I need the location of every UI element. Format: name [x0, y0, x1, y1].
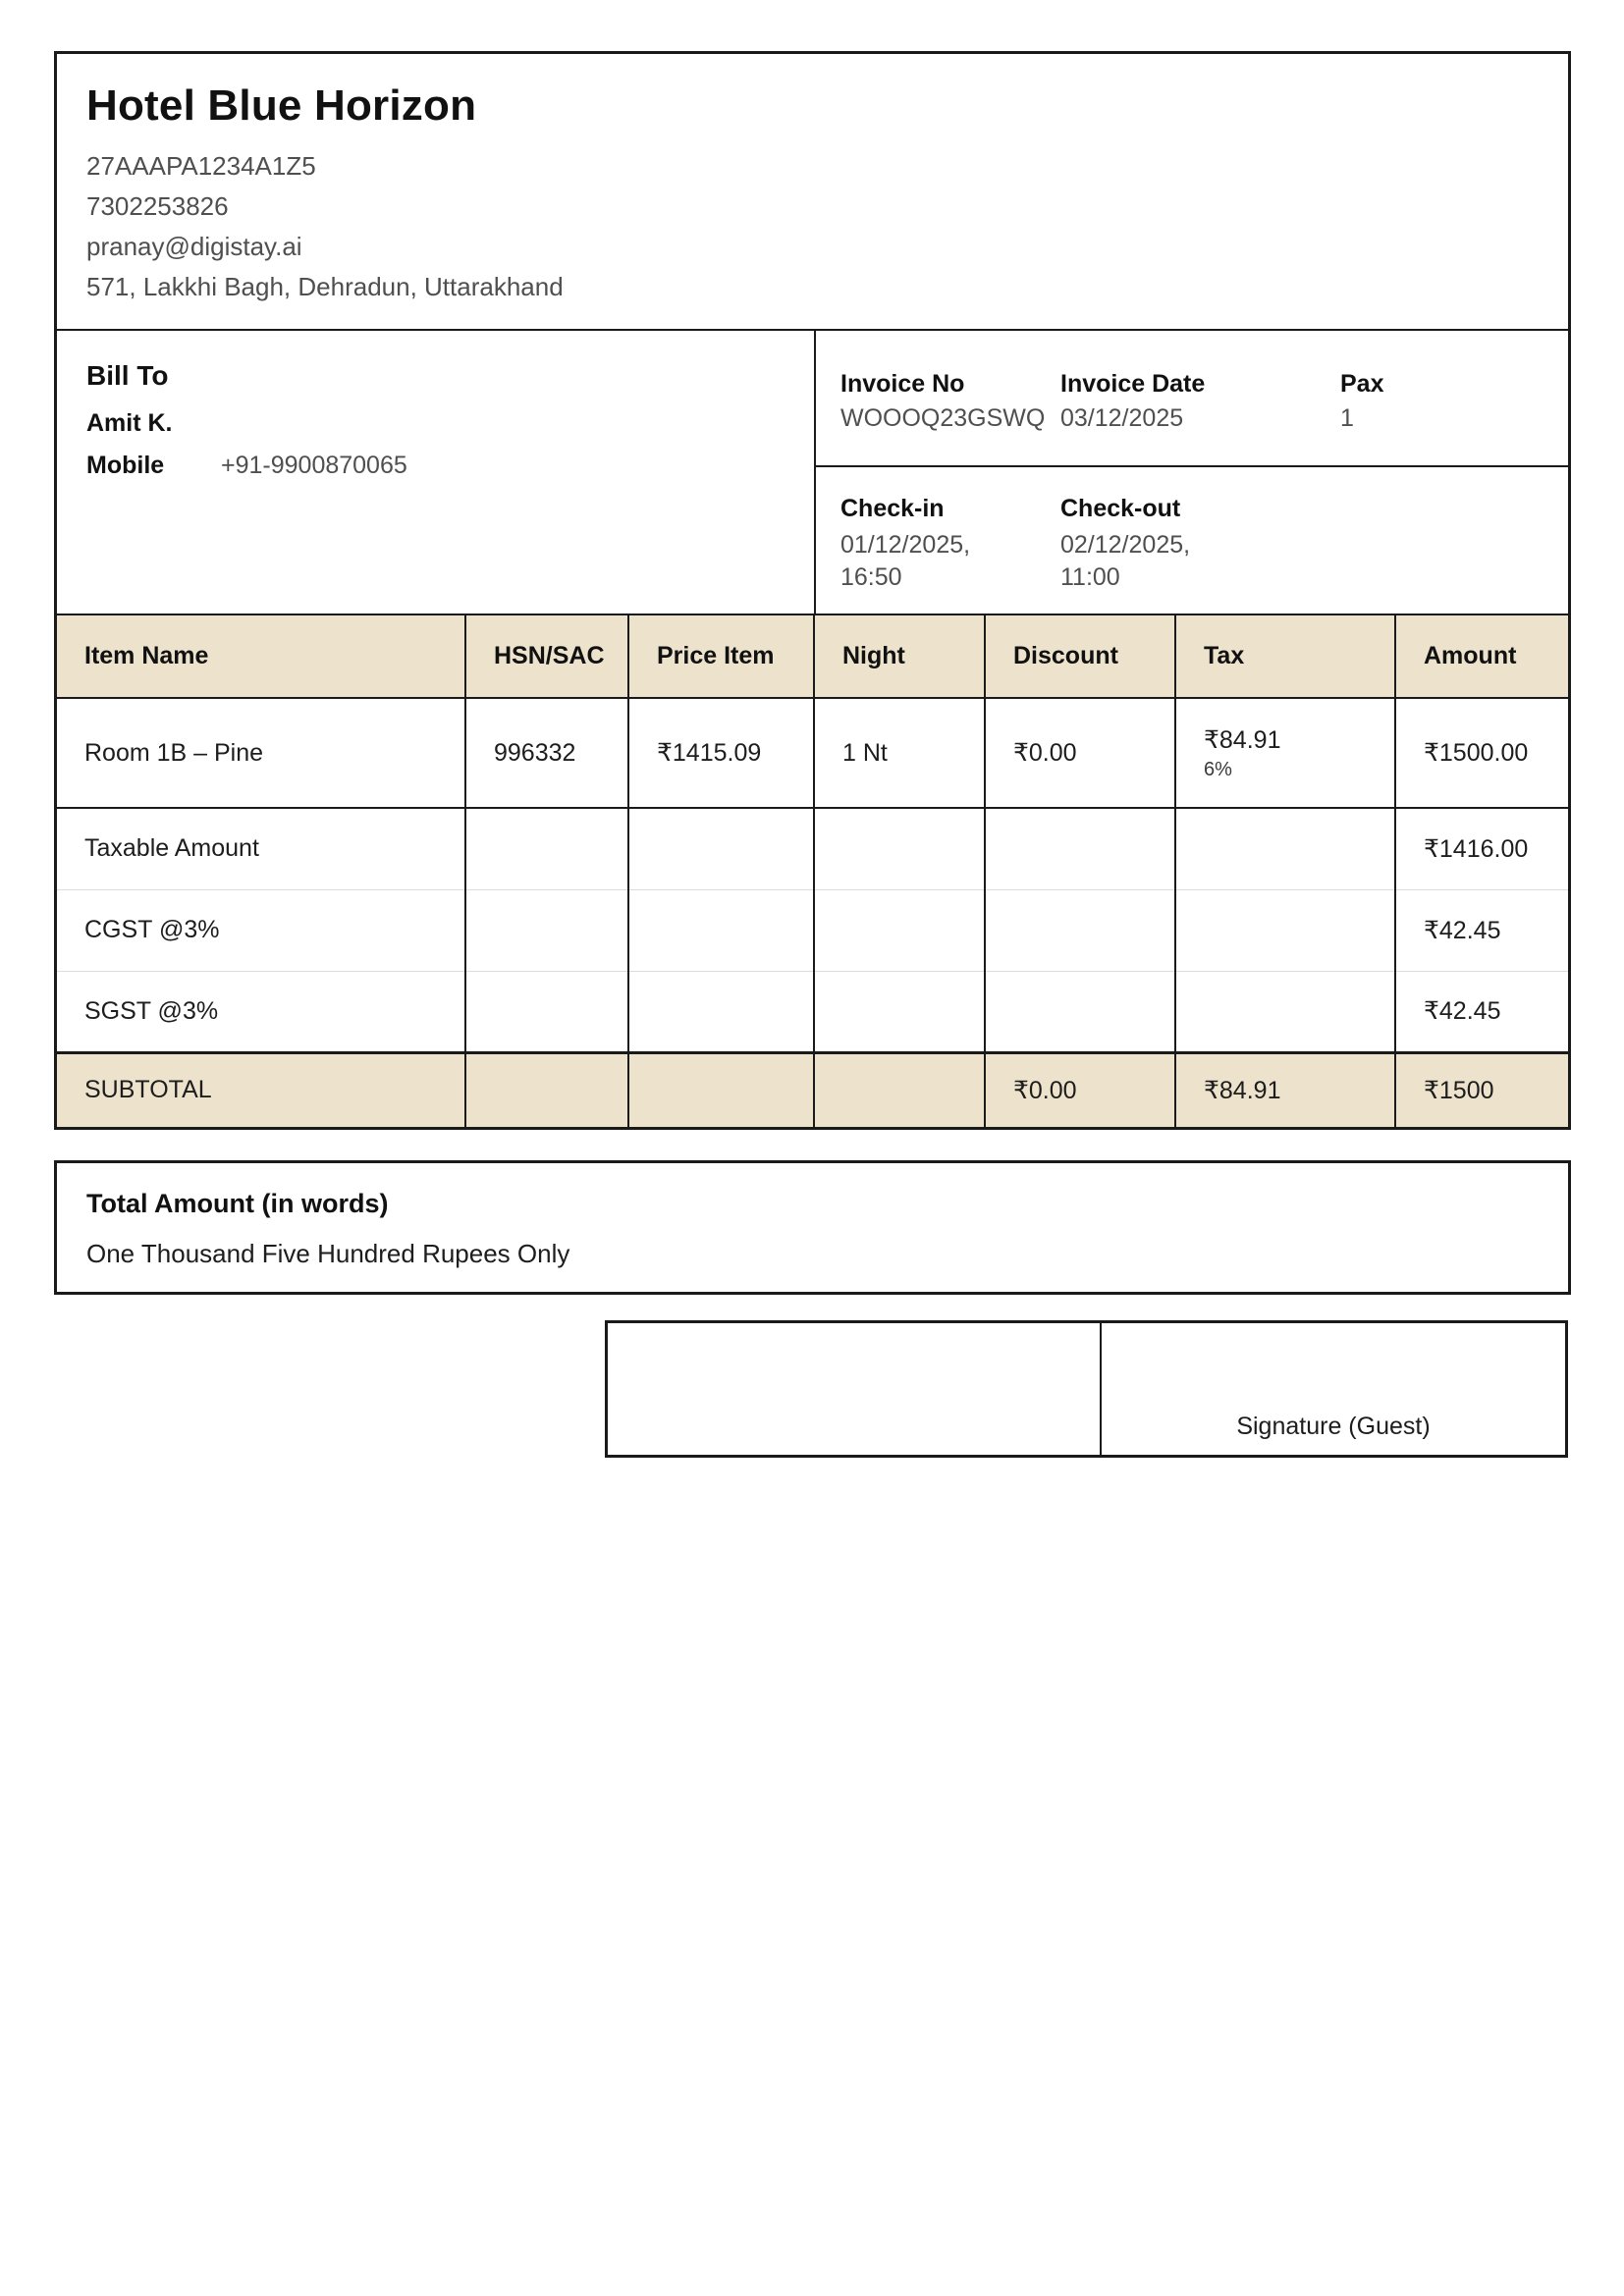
- check-out-time: 11:00: [1060, 563, 1120, 591]
- item-night-cell: 1 Nt: [814, 698, 985, 808]
- check-out-block: [1060, 495, 1340, 614]
- subtotal-label: SUBTOTAL: [57, 1052, 465, 1127]
- taxable-amount-row: [57, 808, 1568, 889]
- item-tax-value: ₹84.91: [1204, 725, 1281, 754]
- invoice-no-block: [840, 370, 1060, 465]
- hotel-name: Hotel Blue Horizon: [86, 81, 477, 130]
- table-row: [57, 698, 1568, 808]
- pax-value: 1: [1340, 404, 1354, 432]
- check-in-time: 16:50: [840, 563, 902, 591]
- check-in-block: [840, 495, 1060, 614]
- item-hsn-cell: 996332: [465, 698, 628, 808]
- check-out-date: 02/12/2025,: [1060, 531, 1191, 559]
- hotel-address: 571, Lakkhi Bagh, Dehradun, Uttarakhand: [86, 272, 564, 301]
- bill-to-section: [57, 331, 814, 614]
- invoice-meta-row: [816, 331, 1568, 465]
- col-header-night: Night: [814, 614, 985, 698]
- invoice-date-block: [1060, 370, 1340, 465]
- pax-block: [1340, 370, 1568, 465]
- col-header-discount: Discount: [985, 614, 1175, 698]
- taxable-amount-value: ₹1416.00: [1395, 808, 1568, 889]
- table-header-row: [57, 614, 1568, 698]
- check-in-date: 01/12/2025,: [840, 531, 971, 559]
- signature-box: [605, 1320, 1568, 1458]
- checkout-spacer: [1340, 495, 1568, 614]
- item-discount-cell: ₹0.00: [985, 698, 1175, 808]
- mobile-label: Mobile: [86, 452, 165, 479]
- item-price-cell: ₹1415.09: [628, 698, 814, 808]
- pax-label: Pax: [1340, 370, 1384, 398]
- subtotal-row: [57, 1052, 1568, 1127]
- items-table: [57, 614, 1568, 1127]
- signature-label: Signature (Guest): [1236, 1413, 1431, 1440]
- check-out-label: Check-out: [1060, 495, 1181, 522]
- check-in-label: Check-in: [840, 495, 945, 522]
- hotel-header: [57, 54, 1568, 329]
- invoice-main-box: [54, 51, 1571, 1130]
- item-tax-cell: [1175, 698, 1395, 808]
- sgst-label: SGST @3%: [57, 971, 465, 1052]
- signature-area: [608, 1323, 1102, 1455]
- subtotal-discount: ₹0.00: [985, 1052, 1175, 1127]
- hotel-email: pranay@digistay.ai: [86, 232, 302, 261]
- item-tax-rate: 6%: [1204, 758, 1232, 780]
- invoice-date-label: Invoice Date: [1060, 370, 1206, 398]
- item-amount-cell: ₹1500.00: [1395, 698, 1568, 808]
- col-header-amount: Amount: [1395, 614, 1568, 698]
- taxable-amount-label: Taxable Amount: [57, 808, 465, 889]
- invoice-no-label: Invoice No: [840, 370, 965, 398]
- invoice-date-value: 03/12/2025: [1060, 404, 1184, 432]
- cgst-value: ₹42.45: [1395, 889, 1568, 971]
- sgst-value: ₹42.45: [1395, 971, 1568, 1052]
- stay-details-panel: [814, 331, 1568, 614]
- bill-to-heading: Bill To: [86, 360, 169, 391]
- col-header-hsn: HSN/SAC: [465, 614, 628, 698]
- invoice-no-value: WOOOQ23GSWQ: [840, 404, 1046, 432]
- item-name-cell: Room 1B – Pine: [57, 698, 465, 808]
- checkin-checkout-row: [816, 465, 1568, 614]
- subtotal-amount: ₹1500: [1424, 1076, 1494, 1104]
- hotel-gstin: 27AAAPA1234A1Z5: [86, 151, 316, 181]
- hotel-info: [86, 146, 1539, 307]
- subtotal-tax: ₹84.91: [1175, 1052, 1395, 1127]
- hotel-phone: 7302253826: [86, 191, 229, 221]
- cgst-row: [57, 889, 1568, 971]
- check-out-value: [1060, 529, 1340, 594]
- col-header-price: Price Item: [628, 614, 814, 698]
- total-in-words-box: [54, 1160, 1571, 1295]
- total-in-words-value: One Thousand Five Hundred Rupees Only: [86, 1239, 570, 1268]
- col-header-item-name: Item Name: [57, 614, 465, 698]
- sgst-row: [57, 971, 1568, 1052]
- mobile-value: +91-9900870065: [221, 452, 407, 479]
- col-header-tax: Tax: [1175, 614, 1395, 698]
- total-in-words-heading: Total Amount (in words): [86, 1189, 389, 1218]
- billing-row: [57, 329, 1568, 614]
- cgst-label: CGST @3%: [57, 889, 465, 971]
- guest-mobile-row: [86, 452, 785, 480]
- check-in-value: [840, 529, 1060, 594]
- guest-name: Amit K.: [86, 409, 173, 437]
